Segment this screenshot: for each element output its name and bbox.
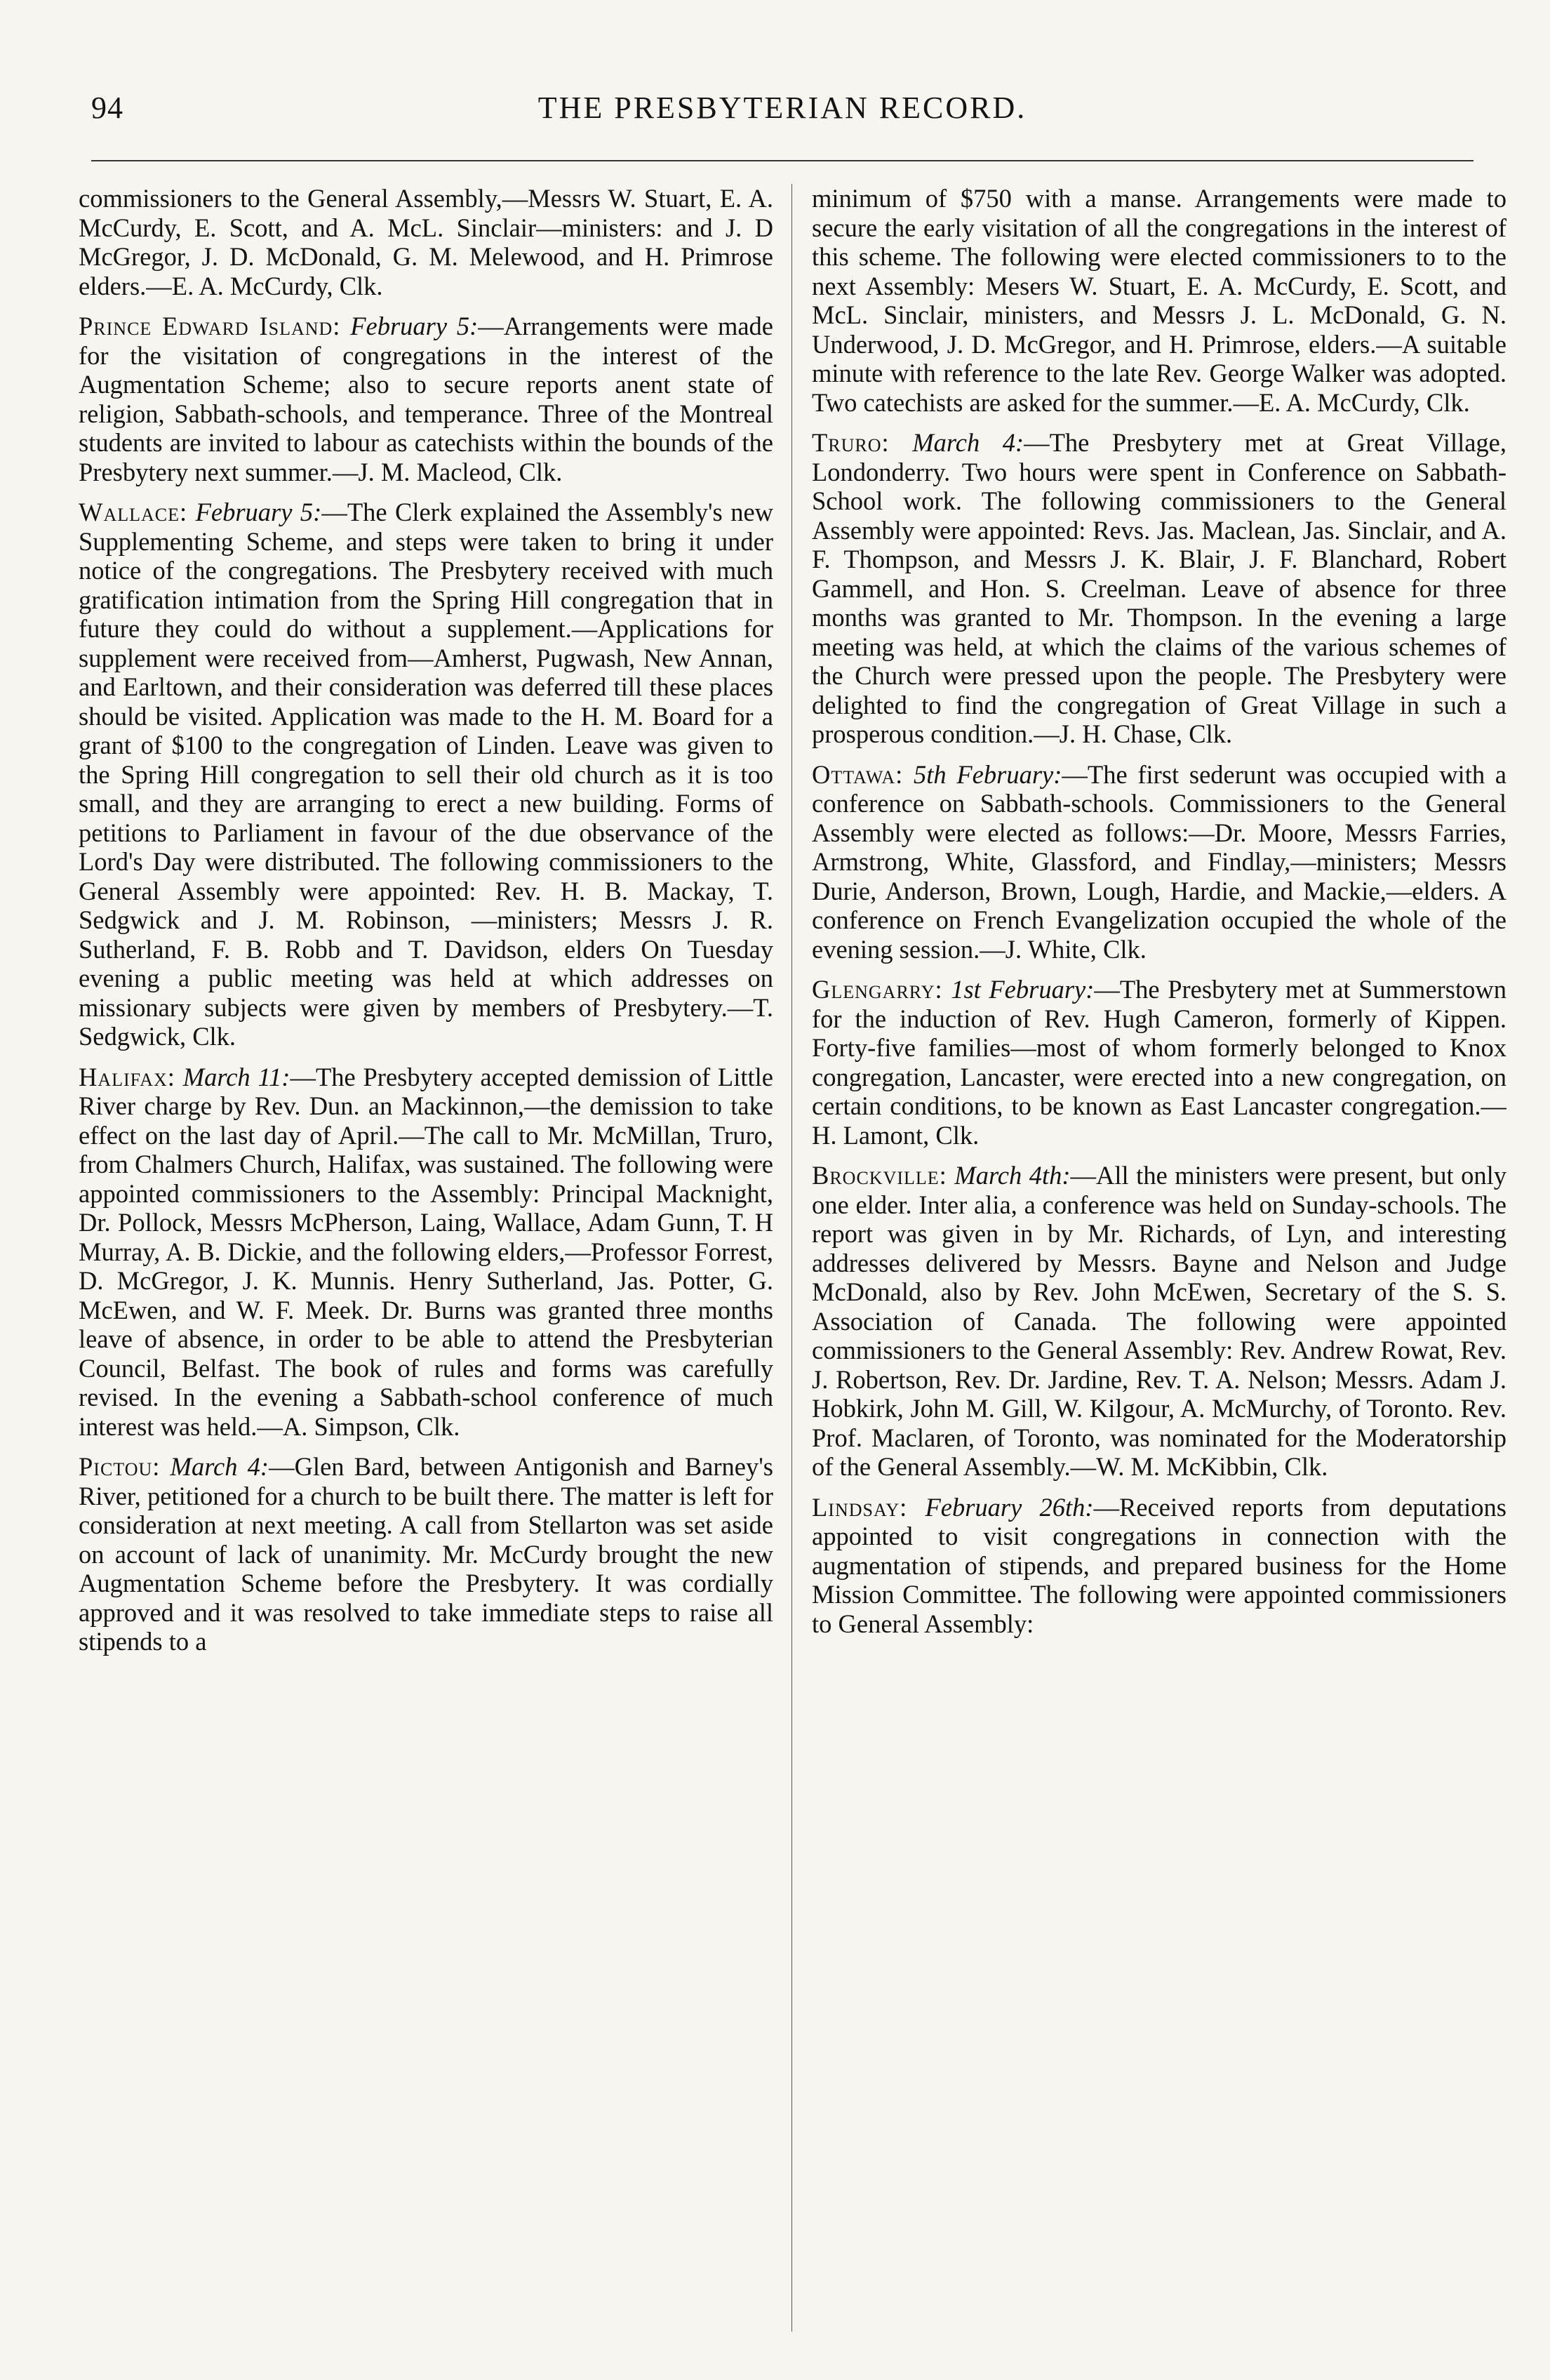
report-text: —The Presbytery met at Great Village, Londonderry. Two hours were spent in Conference on Sabbath-School work. The following commissioners to the General Assembly were appointed: Revs. Jas. Maclean, Jas. Sinclair, and A. F. Thompson, and Messrs J. K. Blair, J. F. Blanchard, Robert Gammell, and Hon. S. Creelman. Leave of absence for three months was granted to Mr. Thompson. In the evening a large meeting was held, at which the claims of the various schemes of the Church were pressed upon the people. The Presbytery were delighted to find the congregation of Great Village in such a prosperous condition.—J. H. Chase, Clk. (812, 428, 1506, 748)
report-text: —The Clerk explained the Assembly's new Supplementing Scheme, and steps were taken to bring it under notice of the congregations. The Presbytery received with much gratification intimation from the Spring Hill congregation that in future they could do without a supplement.—Applications for supplement were received from—Amherst, Pugwash, New Annan, and Earltown, and their consideration was deferred till these places should be visited. Application was made to the H. M. Board for a grant of $100 to the congregation of Linden. Leave was given to the Spring Hill congregation to sell their old church as it is too small, and they are arranging to erect a new building. Forms of petitions to Parliament in favour of the due observance of the Lord's Day were distributed. The following commissioners to the General Assembly were appointed: Rev. H. B. Mackay, T. Sedgwick and J. M. Robinson, —ministers; Messrs J. R. Sutherland, F. B. Robb and T. Davidson, elders On Tuesday evening a public meeting was held at which addresses on missionary subjects were given by members of Presbytery.—T. Sedgwick, Clk. (79, 498, 773, 1051)
report-text: —Glen Bard, between Antigonish and Barney's River, petitioned for a church to be built there. The matter is left for consideration at next meeting. A call from Stellarton was set aside on account of lack of unanimity. Mr. McCurdy brought the new Augmentation Scheme before the Presbytery. It was cordially approved and it was resolved to take immediate steps to raise all stipends to a (79, 1452, 773, 1656)
presbytery-name: Prince Edward Island: (79, 312, 341, 340)
continuation-paragraph: commissioners to the General Assembly,—Messrs W. Stuart, E. A. McCurdy, E. Scott, and A. McL. Sinclair—ministers: and J. D McGregor, J. D. McDonald, G. M. Melewood, and H. Primrose elders.—E. A. McCurdy, Clk. (79, 184, 773, 300)
meeting-date: 1st February: (951, 975, 1095, 1004)
report-text: —All the ministers were present, but only one elder. Inter alia, a conference was held on Sunday-schools. The report was given in by Mr. Richards, of Lyn, and interesting addresses delivered by Messrs. Bayne and Nelson and Judge McDonald, also by Rev. John McEwen, Secretary of the S. S. Association of Canada. The following were appointed commissioners to the General Assembly: Rev. Andrew Rowat, Rev. J. Robertson, Rev. Dr. Jardine, Rev. T. A. Nelson; Messrs. Adam J. Hobkirk, John M. Gill, W. Kilgour, A. McMurchy, of Toronto. Rev. Prof. Maclaren, of Toronto, was nominated for the Moderatorship of the General Assembly.—W. M. McKibbin, Clk. (812, 1161, 1506, 1481)
presbytery-name: Ottawa: (812, 759, 904, 789)
presbytery-name: Halifax: (79, 1062, 175, 1091)
report-text: —The Presbytery accepted demission of Little River charge by Rev. Dun. an Mackinnon,—the demission to take effect on the last day of April.—The call to Mr. McMillan, Truro, from Chalmers Church, Halifax, was sustained. The following were appointed commissioners to the Assembly: Principal Macknight, Dr. Pollock, Messrs McPherson, Laing, Wallace, Adam Gunn, T. H Murray, A. B. Dickie, and the following elders,—Professor Forrest, D. McGregor, J. K. Munnis. Henry Sutherland, Jas. Potter, G. McEwen, and W. F. Meek. Dr. Burns was granted three months leave of absence, in order to be able to attend the Presbyterian Council, Belfast. The book of rules and forms was carefully revised. In the evening a Sabbath-school conference of much interest was held.—A. Simpson, Clk. (79, 1062, 773, 1441)
meeting-date: 5th February: (914, 759, 1062, 789)
meeting-date: February 5: (195, 498, 322, 526)
meeting-date: March 4: (912, 428, 1024, 457)
report-text: —The first sederunt was occupied with a conference on Sabbath-schools. Commissioners to the General Assembly were elected as follows:—Dr. Moore, Messrs Farries, Armstrong, White, Glassford, and Findlay,—ministers; Messrs Durie, Anderson, Brown, Lough, Hardie, and Mackie,—elders. A conference on French Evangelization occupied the whole of the evening session.—J. White, Clk. (812, 759, 1506, 964)
report-text: —Arrangements were made for the visitation of congregations in the interest of the Augmentation Scheme; also to secure reports anent state of religion, Sabbath-schools, and temperance. Three of the Montreal students are invited to labour as catechists within the bounds of the Presbytery next summer.—J. M. Macleod, Clk. (79, 312, 773, 486)
page-number: 94 (91, 91, 123, 125)
report-ottawa (812, 760, 1506, 964)
report-text: —The Presbytery met at Summerstown for the induction of Rev. Hugh Cameron, formerly of Kippen. Forty-five families—most of whom formerly belonged to Knox congregation, Lancaster, were erected into a new congregation, on certain conditions, to be known as East Lancaster congregation.—H. Lamont, Clk. (812, 975, 1506, 1150)
meeting-date: March 4th: (954, 1161, 1071, 1190)
header-rule (91, 160, 1474, 161)
report-truro (812, 428, 1506, 749)
meeting-date: February 5: (350, 312, 479, 340)
presbytery-name: Lindsay: (812, 1492, 908, 1522)
meeting-date: February 26th: (925, 1492, 1094, 1522)
left-column (79, 184, 773, 2332)
running-title: THE PRESBYTERIAN RECORD. (537, 91, 1027, 125)
report-prince-edward-island (79, 312, 773, 486)
meeting-date: March 4: (170, 1452, 269, 1481)
report-lindsay (812, 1493, 1506, 1639)
presbytery-name: Pictou: (79, 1452, 161, 1481)
report-pictou (79, 1452, 773, 1656)
page-header (91, 90, 1474, 139)
report-brockville (812, 1161, 1506, 1482)
presbytery-name: Brockville: (812, 1161, 947, 1190)
report-wallace (79, 498, 773, 1051)
presbytery-name: Wallace: (79, 498, 188, 526)
presbytery-name: Glengarry: (812, 975, 943, 1004)
column-divider (791, 184, 792, 2332)
report-text: —Received reports from deputations appointed to visit congregations in connection with the augmentation of stipends, and prepared business for the Home Mission Committee. The following were appointed commissioners to General Assembly: (812, 1492, 1506, 1638)
presbytery-name: Truro: (812, 428, 890, 457)
meeting-date: March 11: (182, 1062, 290, 1091)
report-glengarry (812, 975, 1506, 1150)
continuation-paragraph: minimum of $750 with a manse. Arrangements were made to secure the early visitation of all the congregations in the interest of this scheme. The following were elected commissioners to to the next Assembly: Mesers W. Stuart, E. A. McCurdy, E. Scott, and McL. Sinclair, ministers, and Messrs J. L. McDonald, G. N. Underwood, J. D. McGregor, and H. Primrose, elders.—A suitable minute with reference to the late Rev. George Walker was adopted. Two catechists are asked for the summer.—E. A. McCurdy, Clk. (812, 184, 1506, 417)
right-column (812, 184, 1506, 2332)
report-halifax (79, 1063, 773, 1442)
